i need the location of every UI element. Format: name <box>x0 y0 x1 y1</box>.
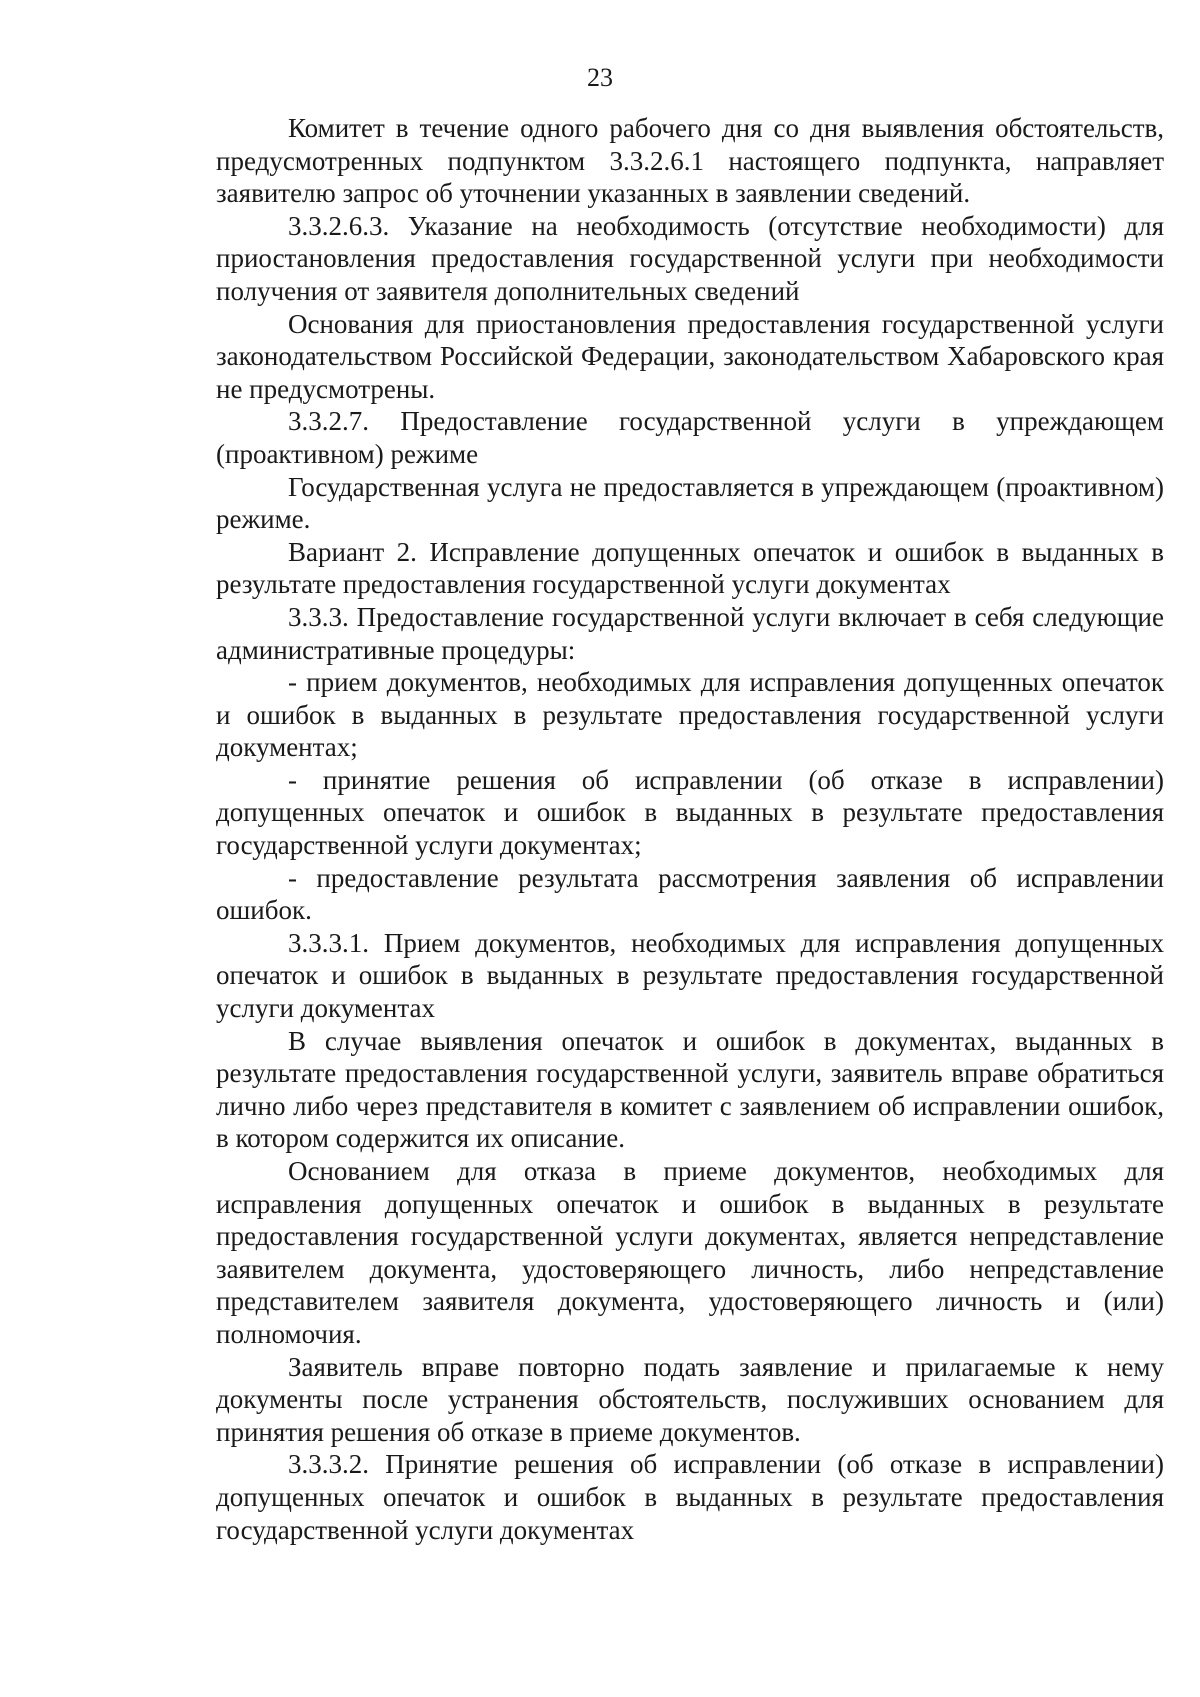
paragraph: Заявитель вправе повторно подать заявление и прилагаемые к нему документы после устранения обстоятельств, послуживших основанием для принятия решения об отказе в приеме документов. <box>216 1351 1164 1447</box>
paragraph: 3.3.2.6.3. Указание на необходимость (отсутствие необходимости) для приостановления предоставления государственной услуги при необходимости получения от заявителя дополнительных сведений <box>216 210 1164 306</box>
paragraph: Государственная услуга не предоставляется в упреждающем (проактивном) режиме. <box>216 471 1164 535</box>
paragraph: В случае выявления опечаток и ошибок в документах, выданных в результате предоставления государственной услуги, заявитель вправе обратиться лично либо через представителя в комитет с заявлением об исправлении ошибок, в котором содержится их описание. <box>216 1025 1164 1154</box>
paragraph: Вариант 2. Исправление допущенных опечаток и ошибок в выданных в результате предоставления государственной услуги документах <box>216 536 1164 600</box>
document-body <box>216 112 1164 1546</box>
list-item: - прием документов, необходимых для исправления допущенных опечаток и ошибок в выданных в результате предоставления государственной услуги документах; <box>216 667 1164 763</box>
list-item: - принятие решения об исправлении (об отказе в исправлении) допущенных опечаток и ошибок в выданных в результате предоставления государственной услуги документах; <box>216 764 1164 861</box>
paragraph: Основания для приостановления предоставления государственной услуги законодательством Российской Федерации, законодательством Хабаровского края не предусмотрены. <box>216 308 1164 404</box>
list-item: - предоставление результата рассмотрения заявления об исправлении ошибок. <box>216 862 1164 926</box>
paragraph: 3.3.3.2. Принятие решения об исправлении (об отказе в исправлении) допущенных опечаток и ошибок в выданных в результате предоставления государственной услуги документах <box>216 1449 1164 1545</box>
paragraph: 3.3.3. Предоставление государственной услуги включает в себя следующие административные процедуры: <box>216 601 1164 665</box>
page-number: 23 <box>587 63 613 92</box>
paragraph: Основанием для отказа в приеме документов, необходимых для исправления допущенных опечаток и ошибок в выданных в результате предоставления государственной услуги документах, является непредставление заявителем документа, удостоверяющего личность, либо непредставление представителем заявителя документа, удостоверяющего личность и (или) полномочия. <box>216 1156 1164 1349</box>
paragraph: Комитет в течение одного рабочего дня со дня выявления обстоятельств, предусмотренных подпунктом 3.3.2.6.1 настоящего подпункта, направляет заявителю запрос об уточнении указанных в заявлении сведений. <box>216 113 1164 209</box>
paragraph: 3.3.2.7. Предоставление государственной услуги в упреждающем (проактивном) режиме <box>216 406 1164 469</box>
paragraph: 3.3.3.1. Прием документов, необходимых для исправления допущенных опечаток и ошибок в выданных в результате предоставления государственной услуги документах <box>216 927 1164 1024</box>
